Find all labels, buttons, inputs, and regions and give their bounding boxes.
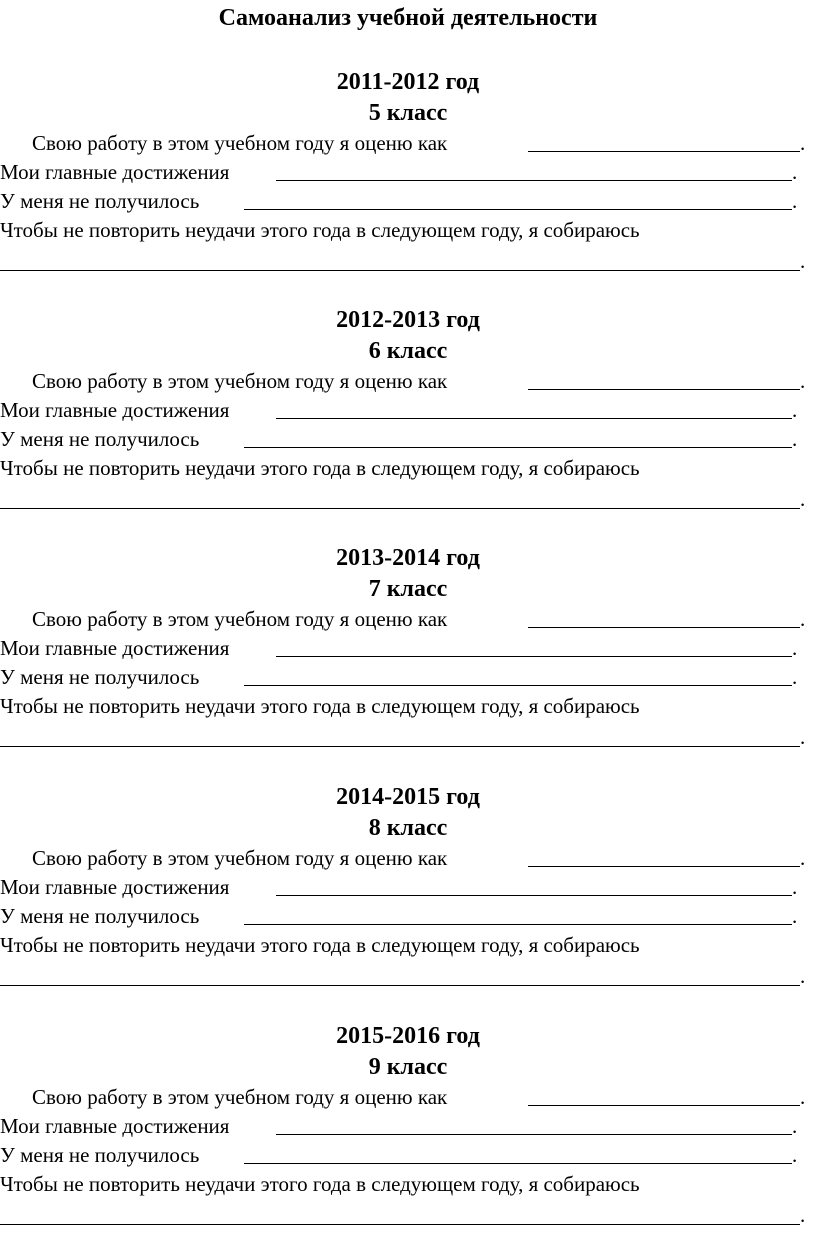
failures-blank[interactable]: [244, 447, 792, 448]
rating-blank[interactable]: [528, 627, 800, 628]
failures-line: [0, 187, 816, 216]
failures-line: [0, 902, 816, 931]
rating-blank[interactable]: [528, 866, 800, 867]
plan-prompt: Чтобы не повторить неудачи этого года в следующем году, я собираюсь: [0, 1170, 640, 1199]
period: .: [792, 904, 798, 928]
period: .: [800, 725, 806, 749]
rating-blank[interactable]: [528, 151, 800, 152]
rating-line: [0, 844, 816, 873]
section-year: 2012-2013 год: [336, 307, 480, 333]
achievements-line: [0, 634, 816, 663]
achievements-prompt: Мои главные достижения: [0, 396, 229, 425]
rating-blank[interactable]: [528, 389, 800, 390]
failures-line: [0, 1141, 816, 1170]
achievements-line: [0, 1112, 816, 1141]
period: .: [792, 636, 798, 660]
failures-prompt: У меня не получилось: [0, 425, 199, 454]
plan-blank[interactable]: [0, 746, 800, 747]
failures-blank[interactable]: [244, 1163, 792, 1164]
plan-blank[interactable]: [0, 985, 800, 986]
period: .: [792, 875, 798, 899]
achievements-line: [0, 873, 816, 902]
rating-line: [0, 1083, 816, 1112]
rating-prompt: Свою работу в этом учебном году я оценю как: [32, 1083, 447, 1112]
section-grade: 5 класс: [368, 100, 448, 126]
rating-prompt: Свою работу в этом учебном году я оценю как: [32, 844, 447, 873]
section-grade: 9 класс: [368, 1054, 448, 1080]
plan-blank[interactable]: [0, 1224, 800, 1225]
plan-answer-line: [0, 721, 816, 752]
plan-line: [0, 931, 816, 960]
period: .: [800, 964, 806, 988]
failures-blank[interactable]: [244, 924, 792, 925]
failures-blank[interactable]: [244, 685, 792, 686]
period: .: [792, 1114, 798, 1138]
period: .: [792, 665, 798, 689]
achievements-prompt: Мои главные достижения: [0, 1112, 229, 1141]
section-year: 2015-2016 год: [336, 1023, 480, 1049]
rating-prompt: Свою работу в этом учебном году я оценю как: [32, 367, 447, 396]
rating-line: [0, 367, 816, 396]
plan-line: [0, 692, 816, 721]
period: .: [792, 189, 798, 213]
section-grade: 8 класс: [368, 815, 448, 841]
failures-prompt: У меня не получилось: [0, 1141, 199, 1170]
year-section-2015: [0, 1021, 816, 1230]
rating-prompt: Свою работу в этом учебном году я оценю как: [32, 129, 447, 158]
period: .: [800, 1203, 806, 1227]
plan-blank[interactable]: [0, 508, 800, 509]
year-section-2013: [0, 543, 816, 752]
plan-answer-line: [0, 1199, 816, 1230]
plan-line: [0, 1170, 816, 1199]
achievements-blank[interactable]: [276, 1134, 792, 1135]
achievements-blank[interactable]: [276, 418, 792, 419]
failures-line: [0, 425, 816, 454]
period: .: [792, 398, 798, 422]
plan-prompt: Чтобы не повторить неудачи этого года в следующем году, я собираюсь: [0, 216, 640, 245]
achievements-blank[interactable]: [276, 656, 792, 657]
period: .: [800, 131, 806, 155]
achievements-prompt: Мои главные достижения: [0, 158, 229, 187]
period: .: [800, 1085, 806, 1109]
failures-line: [0, 663, 816, 692]
plan-line: [0, 454, 816, 483]
section-year: 2014-2015 год: [336, 784, 480, 810]
plan-blank[interactable]: [0, 270, 800, 271]
period: .: [800, 487, 806, 511]
failures-blank[interactable]: [244, 209, 792, 210]
year-section-2014: [0, 782, 816, 991]
failures-prompt: У меня не получилось: [0, 663, 199, 692]
year-section-2012: [0, 305, 816, 514]
rating-line: [0, 605, 816, 634]
section-grade: 6 класс: [368, 338, 448, 364]
plan-prompt: Чтобы не повторить неудачи этого года в следующем году, я собираюсь: [0, 931, 640, 960]
achievements-line: [0, 396, 816, 425]
year-section-2011: [0, 67, 816, 276]
document-title: Самоанализ учебной деятельности: [218, 5, 598, 31]
section-year: 2013-2014 год: [336, 545, 480, 571]
achievements-blank[interactable]: [276, 895, 792, 896]
achievements-prompt: Мои главные достижения: [0, 634, 229, 663]
failures-prompt: У меня не получилось: [0, 187, 199, 216]
plan-answer-line: [0, 960, 816, 991]
section-year: 2011-2012 год: [336, 69, 480, 95]
plan-answer-line: [0, 245, 816, 276]
period: .: [792, 160, 798, 184]
period: .: [792, 1143, 798, 1167]
achievements-prompt: Мои главные достижения: [0, 873, 229, 902]
plan-line: [0, 216, 816, 245]
plan-prompt: Чтобы не повторить неудачи этого года в следующем году, я собираюсь: [0, 692, 640, 721]
rating-prompt: Свою работу в этом учебном году я оценю как: [32, 605, 447, 634]
achievements-line: [0, 158, 816, 187]
plan-answer-line: [0, 483, 816, 514]
period: .: [800, 369, 806, 393]
period: .: [800, 249, 806, 273]
failures-prompt: У меня не получилось: [0, 902, 199, 931]
period: .: [800, 846, 806, 870]
period: .: [800, 607, 806, 631]
rating-blank[interactable]: [528, 1105, 800, 1106]
rating-line: [0, 129, 816, 158]
section-grade: 7 класс: [368, 576, 448, 602]
plan-prompt: Чтобы не повторить неудачи этого года в следующем году, я собираюсь: [0, 454, 640, 483]
achievements-blank[interactable]: [276, 180, 792, 181]
period: .: [792, 427, 798, 451]
